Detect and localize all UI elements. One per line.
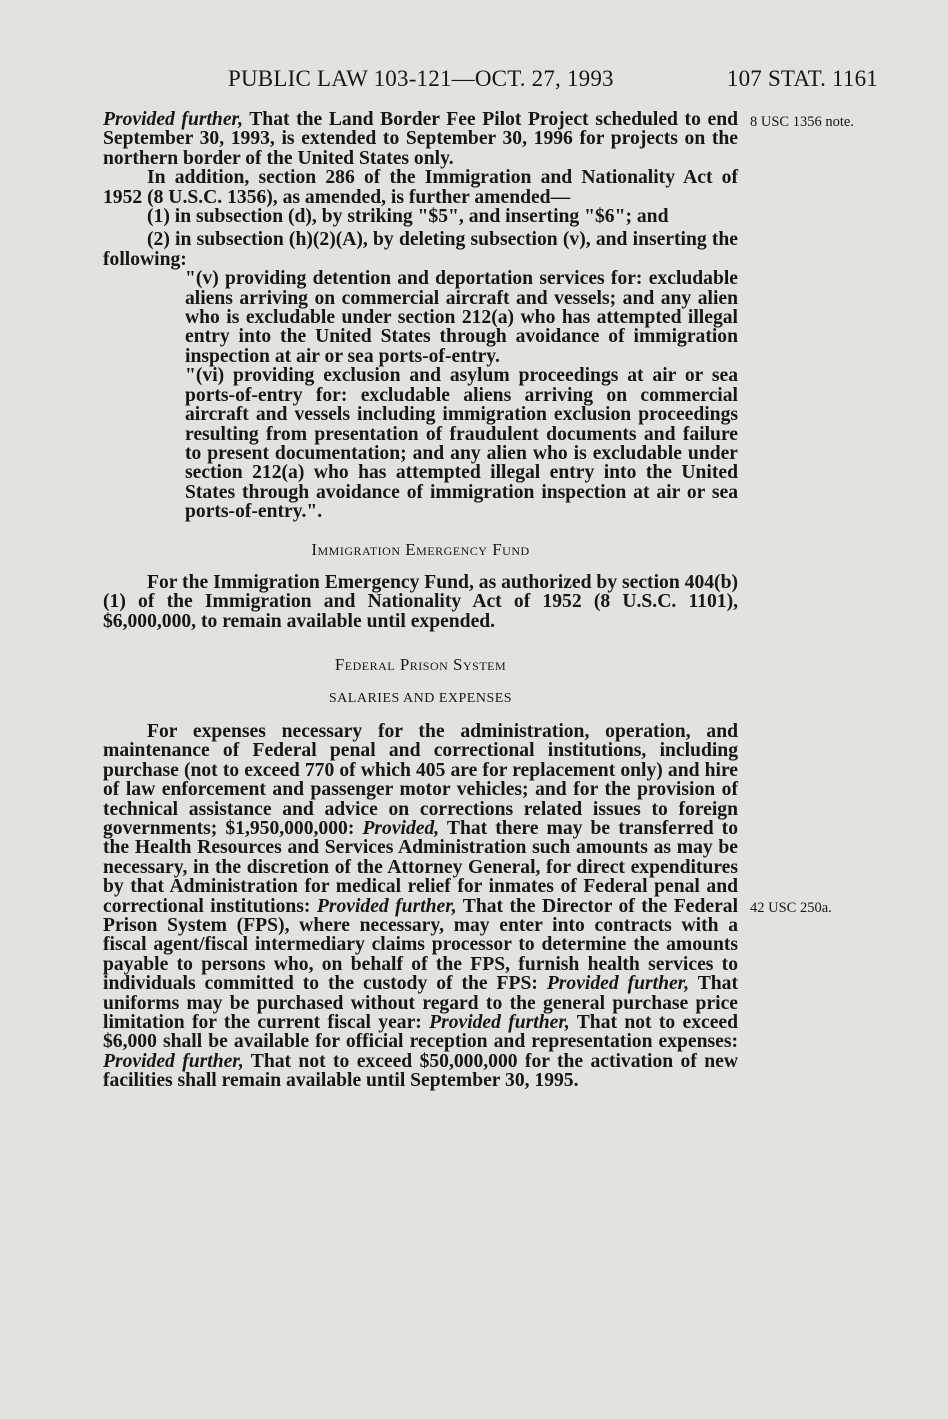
paragraph-emergency-fund: For the Immigration Emergency Fund, as authorized by section 404(b)(1) of the Immigration and Nationality Act of 1952 (8 U.S.C. 1101), $6,000,000, to remain available until expended. bbox=[103, 571, 738, 632]
proviso-italic: Provided further, bbox=[103, 109, 243, 130]
header-stat-page: 107 STAT. 1161 bbox=[726, 66, 878, 91]
paragraph-prison-expenses bbox=[103, 722, 738, 1091]
heading-federal-prison-system: Federal Prison System bbox=[334, 655, 507, 675]
paragraph-land-border-fee bbox=[103, 110, 738, 168]
prison-text-1: For expenses necessary for the administration, operation, and maintenance of Federal penal and correctional institutions, including purchase (not to exceed 770 of which 405 are for replacement only) and hire of law enforcement and passenger motor vehicles; and for the provision of technical assistance and advice on corrections related issues to foreign governments; $1,950,000,000: bbox=[103, 720, 738, 839]
proviso-italic: Provided further, bbox=[103, 1050, 244, 1072]
prison-text-2: That there may be transferred to the Health Resources and Services Administration such amounts as may be necessary, in the discretion of the Attorney General, for direct expenditures by that Administration for medical relief for inmates of Federal penal and correctional institutions: bbox=[103, 818, 738, 917]
proviso-italic: Provided further, bbox=[429, 1012, 570, 1034]
heading-immigration-emergency-fund: Immigration Emergency Fund bbox=[311, 539, 530, 559]
paragraph-section-286: In addition, section 286 of the Immigration and Nationality Act of 1952 (8 U.S.C. 1356), as amended, is further amended— bbox=[103, 167, 738, 208]
quoted-subsection-v-text: "(v) providing detention and deportation services for: excludable aliens arriving on commercial aircraft and vessels; and any alien who is excludable under section 212(a) who has attempted illegal entry into the United States through avoidance of immigration inspection at air or sea ports-of-entry. bbox=[185, 268, 738, 367]
proviso-italic: Provided, bbox=[362, 818, 440, 839]
list-item-2: (2) in subsection (h)(2)(A), by deleting subsection (v), and inserting the following: bbox=[103, 229, 738, 270]
quoted-subsection-vi-text: "(vi) providing exclusion and asylum proceedings at air or sea ports-of-entry for: excludable aliens arriving on commercial aircraft and vessels including immigration exclusion proceedings resulting from presentation of fraudulent documents and failure to present documentation; and any alien who is excludable under section 212(a) who has attempted illegal entry into the United States through avoidance of immigration inspection at air or sea ports-of-entry.". bbox=[185, 365, 738, 523]
paragraph-text: That the Land Border Fee Pilot Project scheduled to end September 30, 1993, is extended to September 30, 1996 for projects on the northern border of the United States only. bbox=[103, 109, 738, 169]
prison-text-3: That the Director of the Federal Prison System (FPS), where necessary, may enter into contracts with a fiscal agent/fiscal intermediary claims processor to determine the amounts payable to persons who, on behalf of the FPS, furnish health services to individuals committed to the custody of the FPS: bbox=[103, 895, 739, 995]
quoted-subsection-v bbox=[103, 269, 738, 366]
prison-text-4: That uniforms may be purchased without regard to the general purchase price limitation for the current fiscal year: bbox=[103, 973, 739, 1034]
subheading-salaries-expenses: SALARIES AND EXPENSES bbox=[328, 690, 513, 706]
margin-note-usc-250a: 42 USC 250a. bbox=[750, 900, 832, 916]
prison-text-5: That not to exceed $6,000 shall be available for official reception and representation expenses: bbox=[103, 1012, 738, 1053]
document-body bbox=[103, 110, 738, 1091]
quoted-subsection-vi bbox=[103, 366, 738, 521]
margin-note-usc-1356: 8 USC 1356 note. bbox=[750, 114, 854, 130]
prison-text-6: That not to exceed $50,000,000 for the activation of new facilities shall remain available until September 30, 1995. bbox=[103, 1050, 738, 1092]
proviso-italic: Provided further, bbox=[316, 895, 457, 917]
proviso-italic: Provided further, bbox=[546, 973, 690, 995]
list-item-1: (1) in subsection (d), by striking "$5", and inserting "$6"; and bbox=[147, 206, 669, 228]
header-public-law: PUBLIC LAW 103-121—OCT. 27, 1993 bbox=[228, 66, 614, 91]
